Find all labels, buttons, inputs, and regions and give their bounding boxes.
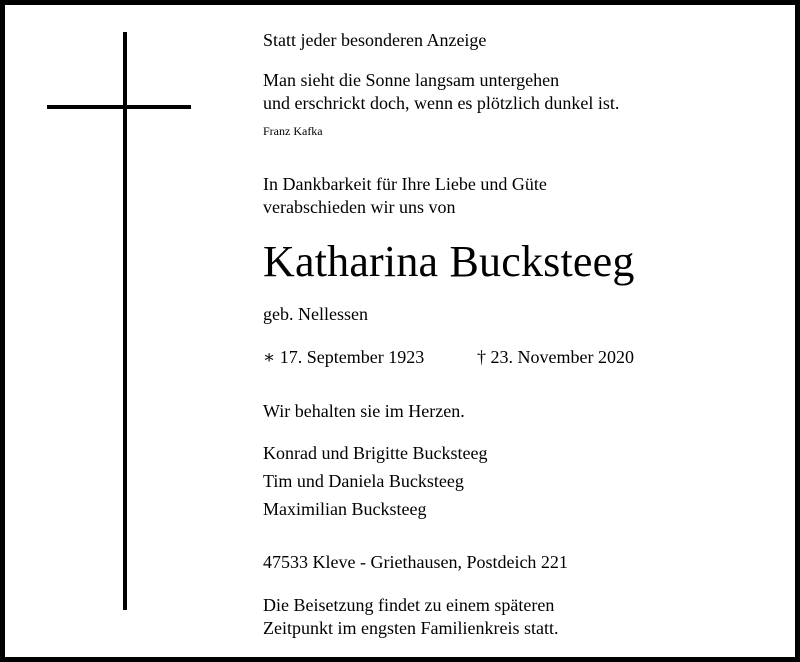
quote-line-2: und erschrickt doch, wenn es plötzlich dunkel ist. xyxy=(263,93,620,113)
quote-author: Franz Kafka xyxy=(263,124,323,138)
quote-line-1: Man sieht die Sonne langsam untergehen xyxy=(263,70,560,90)
intro-text: Statt jeder besonderen Anzeige xyxy=(263,30,487,50)
deceased-name: Katharina Bucksteeg xyxy=(263,237,635,286)
remembrance-text: Wir behalten sie im Herzen. xyxy=(263,401,465,421)
funeral-notice-line-2: Zeitpunkt im engsten Familienkreis statt. xyxy=(263,618,559,638)
mourner-line: Maximilian Bucksteeg xyxy=(263,499,427,519)
gratitude-line-2: verabschieden wir uns von xyxy=(263,197,456,217)
death-date: † 23. November 2020 xyxy=(477,347,634,367)
maiden-name: geb. Nellessen xyxy=(263,304,368,324)
cross-horizontal-beam xyxy=(47,105,191,109)
funeral-notice-line-1: Die Beisetzung findet zu einem späteren xyxy=(263,595,555,615)
gratitude-line-1: In Dankbarkeit für Ihre Liebe und Güte xyxy=(263,174,547,194)
address-text: 47533 Kleve - Griethausen, Postdeich 221 xyxy=(263,552,568,572)
mourner-line: Tim und Daniela Bucksteeg xyxy=(263,471,464,491)
cross-vertical-beam xyxy=(123,32,127,610)
birth-date: ∗ 17. September 1923 xyxy=(263,347,425,367)
mourner-line: Konrad und Brigitte Bucksteeg xyxy=(263,443,488,463)
